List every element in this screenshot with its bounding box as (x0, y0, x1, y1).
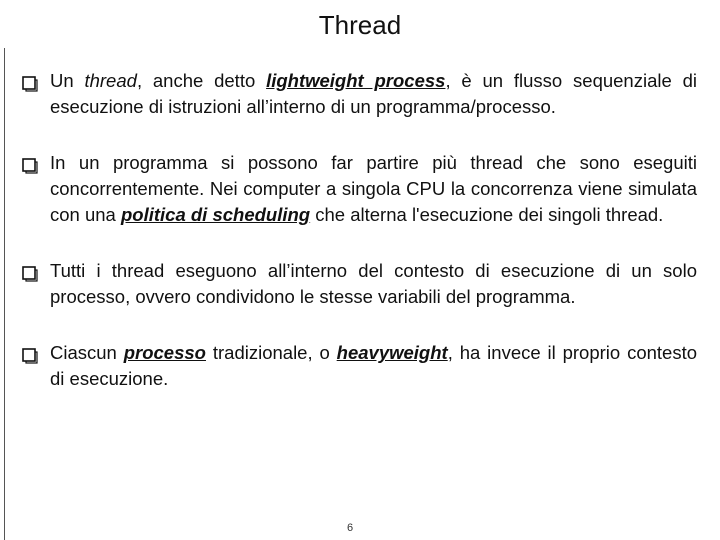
bullet-text-segment: In un programma si possono far partire più thread che sono eseguiti concorrentemente. Nei computer a singola CPU la concorrenza viene simulata con una (50, 152, 697, 225)
bullet-text-segment: , anche detto (136, 70, 267, 91)
bullet-text-segment: politica di scheduling (120, 204, 311, 225)
bullet-item (22, 150, 697, 228)
left-border-line (4, 48, 5, 540)
bullet-text-segment: , è un flusso sequenziale di esecuzione di istruzioni all’interno di un programma/processo. (50, 70, 697, 117)
bullet-text-segment: Tutti i thread eseguono all’interno del contesto di esecuzione di un solo processo, ovvero condividono le stesse variabili del programma. (50, 260, 697, 307)
checkbox-bullet-icon (22, 263, 38, 289)
bullet-text-segment: thread (84, 70, 137, 91)
bullet-text-segment: Un (50, 70, 85, 91)
checkbox-bullet-icon (22, 73, 38, 99)
page-number: 6 (346, 522, 354, 534)
slide-title: Thread (318, 10, 402, 40)
checkbox-bullet-icon (22, 155, 38, 181)
checkbox-bullet-icon (22, 345, 38, 371)
bullet-item (22, 68, 697, 120)
bullet-list (22, 68, 697, 422)
bullet-text-segment: processo (123, 342, 206, 363)
bullet-item (22, 258, 697, 310)
bullet-text-segment: heavyweight (336, 342, 448, 363)
bullet-text-segment: che alterna l'esecuzione dei singoli thread. (310, 204, 664, 225)
bullet-text-segment: Ciascun (50, 342, 124, 363)
bullet-text-segment: tradizionale, o (205, 342, 337, 363)
bullet-text-segment: lightweight process (266, 70, 446, 91)
bullet-item (22, 340, 697, 392)
bullet-text-segment: , ha invece il proprio contesto di esecuzione. (50, 342, 698, 389)
